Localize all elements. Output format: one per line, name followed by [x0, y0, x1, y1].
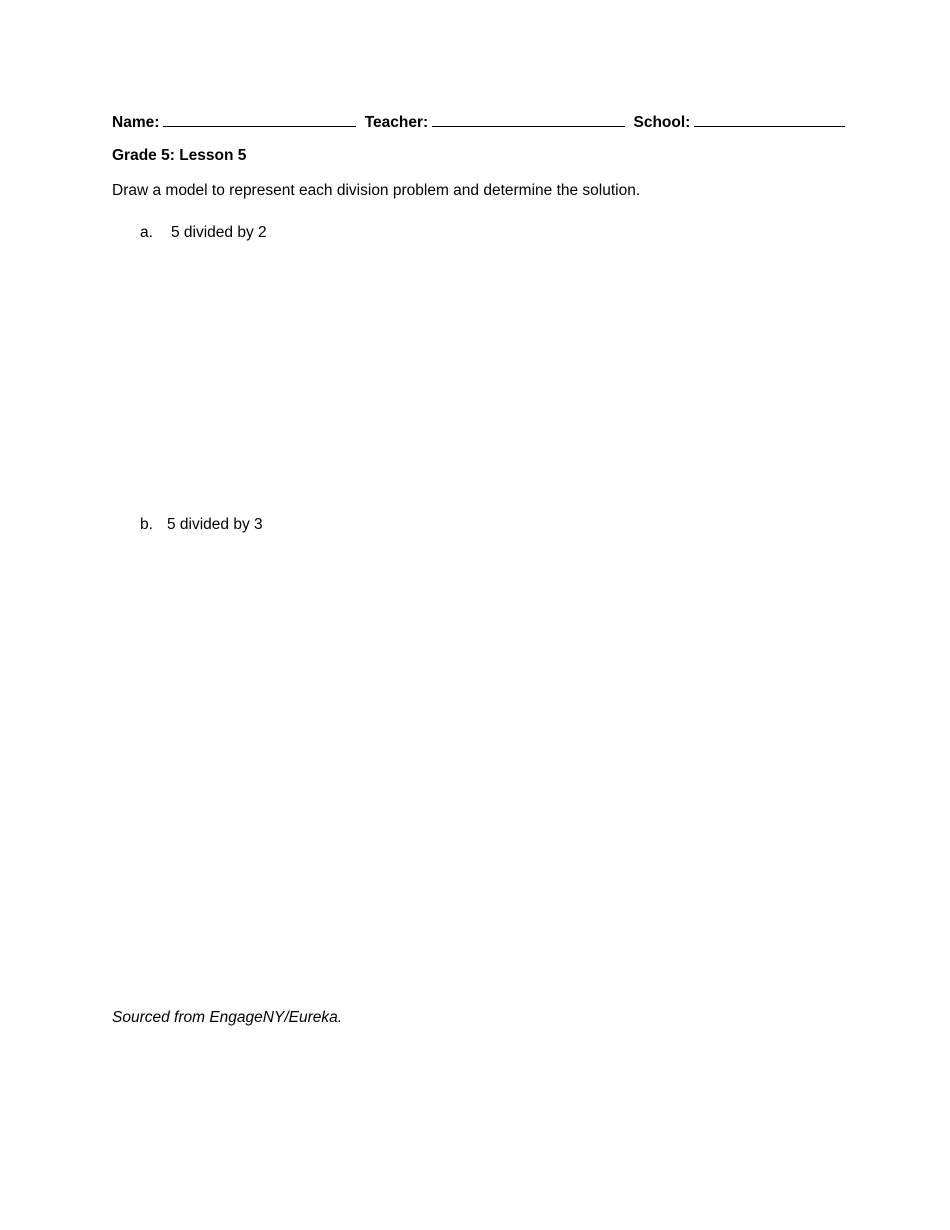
lesson-title: Grade 5: Lesson 5: [112, 147, 247, 164]
teacher-field: [365, 112, 629, 132]
name-label: Name:: [112, 114, 160, 131]
instructions-text: Draw a model to represent each division problem and determine the solution.: [112, 182, 641, 199]
teacher-label: Teacher:: [364, 114, 429, 131]
source-note: Sourced from EngageNY/Eureka.: [112, 1009, 343, 1026]
problem-a-text: 5 divided by 2: [171, 224, 267, 241]
problem-b-text: 5 divided by 3: [167, 516, 263, 533]
student-info-header: [112, 112, 842, 132]
name-field: [112, 112, 360, 132]
school-field: [633, 112, 845, 132]
school-blank-line: [694, 112, 845, 127]
school-label: School:: [633, 114, 691, 131]
problem-a-marker: a.: [140, 224, 153, 241]
problem-b-marker: b.: [140, 516, 153, 533]
problem-a: [140, 224, 267, 242]
name-blank-line: [163, 112, 356, 127]
teacher-blank-line: [432, 112, 625, 127]
problem-b: [140, 516, 263, 534]
